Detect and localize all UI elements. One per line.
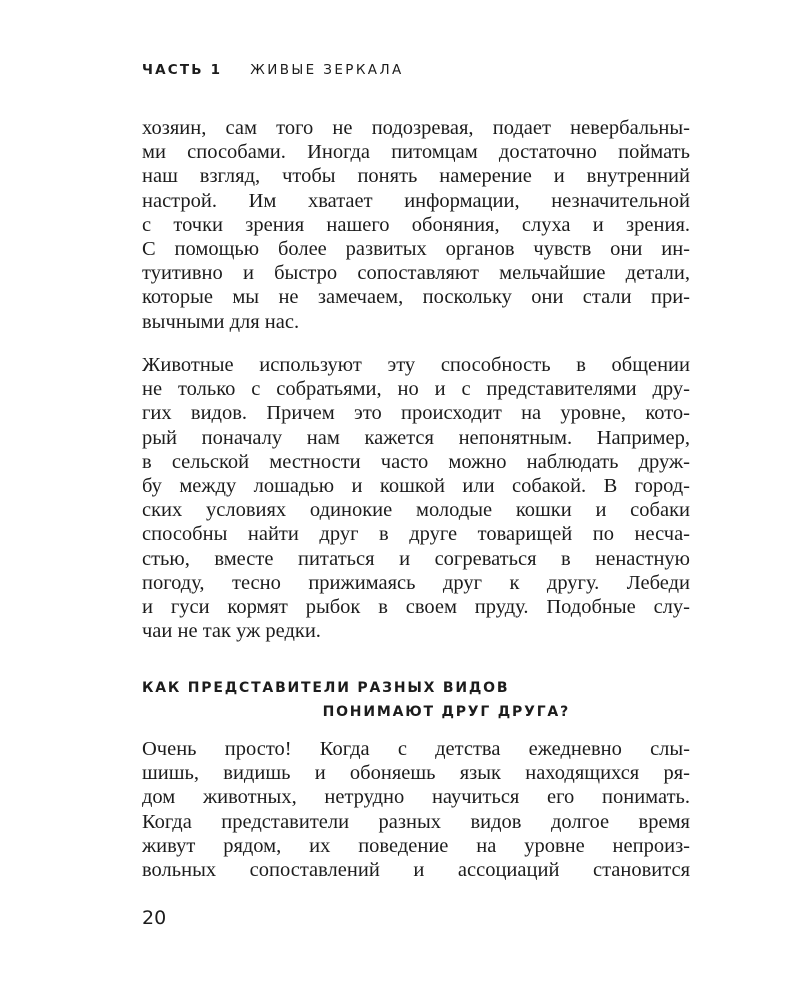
text-line: вольных сопоставлений и ассоциаций становится xyxy=(142,858,690,881)
text-line: живут рядом, их поведение на уровне непроиз- xyxy=(142,834,690,857)
text-line: хозяин, сам того не подозревая, подает невербальны- xyxy=(142,117,690,139)
text-line: погоду, тесно прижимаясь друг к другу. Лебеди xyxy=(142,571,690,594)
text-line: дом животных, нетрудно научиться его понимать. xyxy=(142,786,690,809)
text-line: которые мы не замечаем, поскольку они стали при- xyxy=(142,286,690,309)
text-line: Животные используют эту способность в общении xyxy=(142,354,690,376)
text-line: вычными для нас. xyxy=(142,310,300,333)
text-line: туитивно и быстро сопоставляют мельчайшие детали, xyxy=(142,262,690,285)
section-heading-line-2: ПОНИМАЮТ ДРУГ ДРУГА? xyxy=(322,704,570,720)
running-head-part: ЧАСТЬ 1 xyxy=(142,62,223,78)
text-line: рый поначалу нам кажется непонятным. Например, xyxy=(142,426,690,449)
running-head xyxy=(142,60,404,80)
text-line: и гуси кормят рыбок в своем пруду. Подобные слу- xyxy=(142,595,690,618)
text-line: настрой. Им хватает информации, незначительной xyxy=(142,189,690,212)
text-line: чаи не так уж редки. xyxy=(142,620,321,643)
text-line: С помощью более развитых органов чувств они ин- xyxy=(142,237,690,260)
text-line: в сельской местности часто можно наблюдать друж- xyxy=(142,450,690,473)
text-line: способны найти друг в друге товарищей по несча- xyxy=(142,523,690,546)
text-line: Когда представители разных видов долгое время xyxy=(142,810,690,833)
text-line: ских условиях одинокие молодые кошки и собаки xyxy=(142,499,690,522)
text-line: гих видов. Причем это происходит на уровне, кото- xyxy=(142,402,690,425)
text-line: не только с собратьями, но и с представителями дру- xyxy=(142,378,690,401)
running-head-chapter: ЖИВЫЕ ЗЕРКАЛА xyxy=(250,62,404,78)
text-line: ми способами. Иногда питомцам достаточно поймать xyxy=(142,141,690,164)
body-paragraph-3 xyxy=(142,737,690,882)
text-line: Очень просто! Когда с детства ежедневно слы- xyxy=(142,738,690,760)
body-paragraph-2 xyxy=(142,353,690,643)
text-line: шишь, видишь и обоняешь язык находящихся ря- xyxy=(142,762,690,785)
page-number: 20 xyxy=(142,907,167,929)
section-heading xyxy=(142,676,690,724)
body-paragraph-1 xyxy=(142,116,690,334)
text-line: стью, вместе питаться и согреваться в ненастную xyxy=(142,547,690,570)
text-line: с точки зрения нашего обоняния, слуха и зрения. xyxy=(142,213,690,236)
text-line: бу между лошадью и кошкой или собакой. В город- xyxy=(142,474,690,497)
section-heading-line-1: КАК ПРЕДСТАВИТЕЛИ РАЗНЫХ ВИДОВ xyxy=(142,680,510,696)
text-line: наш взгляд, чтобы понять намерение и внутренний xyxy=(142,165,690,188)
